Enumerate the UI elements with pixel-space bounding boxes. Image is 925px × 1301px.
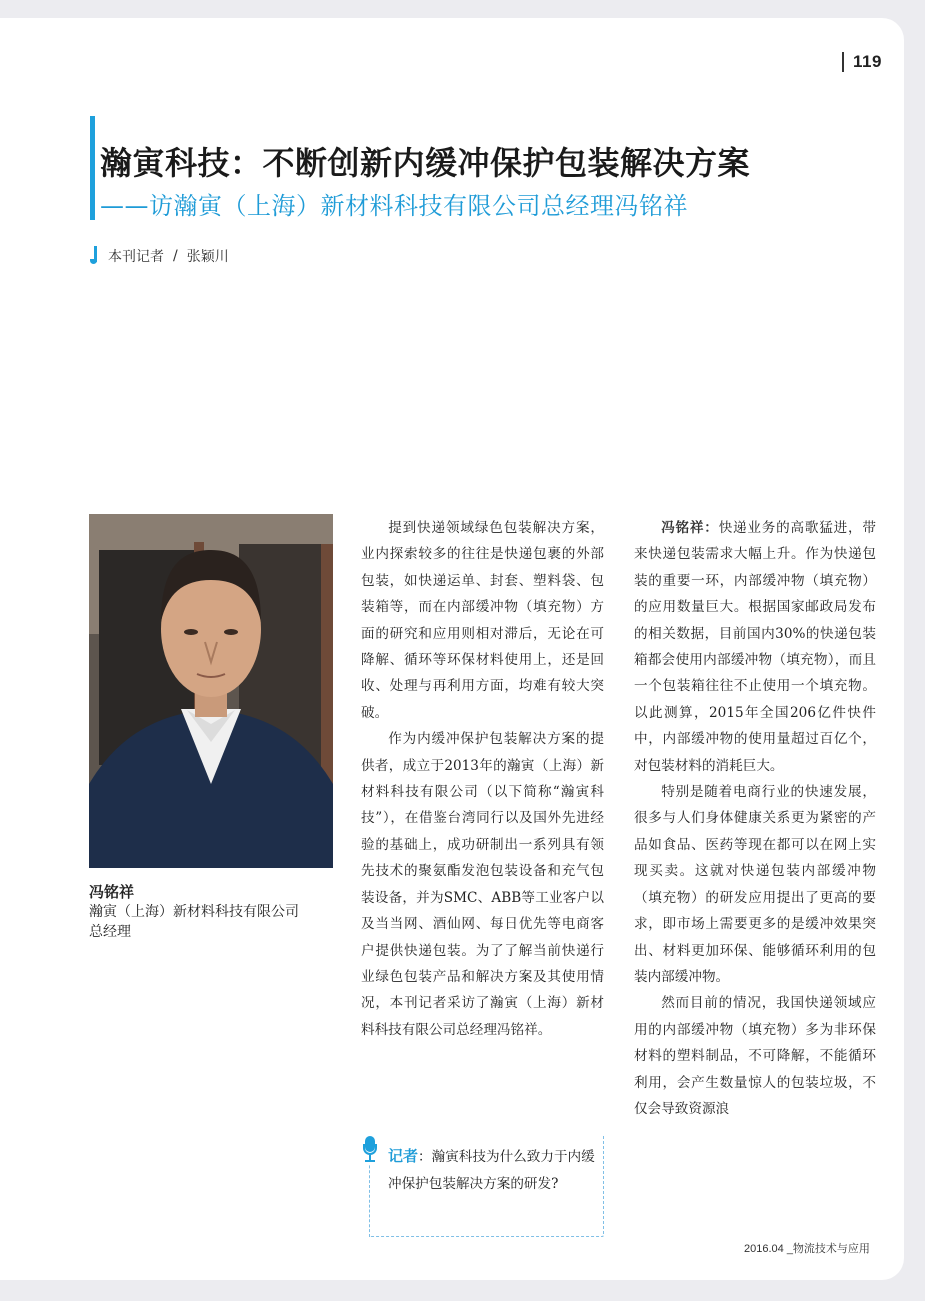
paragraph: 特别是随着电商行业的快速发展，很多与人们身体健康关系更为紧密的产品如食品、医药等现在都可以在网上实现买卖。这就对快递包装内部缓冲物（填充物）的研发应用提出了更高的要求，即市场上需要更多的是缓冲效果突出、材料更加环保、能够循环利用的包装内部缓冲物。 — [634, 784, 876, 985]
byline-separator: / — [173, 248, 178, 264]
answer-text: 快递业务的高歌猛进，带来快递包装需求大幅上升。作为快递包装的重要一环，内部缓冲物（填充物）的应用数量巨大。根据国家邮政局发布的相关数据，目前国内30%的快递包装箱都会使用内部缓冲物（填充物），而且一个包装箱往往不止使用一个填充物。以此测算，2015年全国206亿件快件中，内部缓冲物的使用量超过百亿个，对包装材料的消耗巨大。 — [634, 520, 877, 774]
question-colon: ： — [418, 1149, 432, 1165]
paragraph: 作为内缓冲保护包装解决方案的提供者，成立于2013年的瀚寅（上海）新材料科技有限公司（以下简称“瀚寅科技”），在借鉴台湾同行以及国外先进经验的基础上，成功研制出一系列具有领先技术的聚氨酯发泡包装设备和充气包装设备，并为SMC、ABB等工业客户以及当当网、酒仙网、每日优先等电商客户提供快递包装。为了了解当前快递行业绿色包装产品和解决方案及其使用情况，本刊记者采访了瀚寅（上海）新材料科技有限公司总经理冯铭祥。 — [361, 731, 604, 1038]
caption-position: 总经理 — [89, 924, 131, 940]
interview-question-box — [369, 1136, 604, 1237]
title-accent-bar — [90, 116, 95, 220]
caption-company: 瀚寅（上海）新材料科技有限公司 — [89, 904, 299, 920]
question-label: 记者 — [388, 1147, 419, 1165]
byline-author: 张颖川 — [186, 249, 229, 265]
paragraph: 提到快递领域绿色包装解决方案，业内探索较多的往往是快递包裹的外部包装，如快递运单、封套、塑料袋、包装箱等，而在内部缓冲物（填充物）方面的研究和应用则相对滞后，无论在可降解、循环等环保材料使用上，还是回收、处理与再利用方面，均难有较大突破。 — [361, 520, 604, 721]
article-subtitle: ——访瀚寅（上海）新材料科技有限公司总经理冯铭祥 — [100, 192, 688, 220]
byline-role: 本刊记者 — [108, 249, 164, 265]
portrait-illustration — [89, 514, 333, 868]
text-column-2 — [634, 515, 876, 1122]
text-column-1 — [361, 515, 604, 1043]
page-number: 119 — [842, 52, 882, 72]
page-footer: 2016.04 _物流技术与应用 — [744, 1243, 870, 1255]
question-body: 瀚寅科技为什么致力于内缓冲保护包装解决方案的研发? — [388, 1149, 595, 1192]
hook-icon — [90, 246, 100, 266]
article-title: 瀚寅科技：不断创新内缓冲保护包装解决方案 — [100, 144, 751, 182]
caption-name: 冯铭祥 — [89, 883, 135, 901]
microphone-icon — [362, 1134, 378, 1164]
question-text — [388, 1143, 596, 1198]
portrait-photo — [89, 514, 333, 868]
photo-caption — [89, 882, 339, 942]
byline — [90, 245, 229, 267]
answer-speaker: 冯铭祥： — [661, 520, 719, 536]
answer-paragraph — [634, 515, 876, 779]
magazine-page — [0, 18, 904, 1280]
paragraph: 然而目前的情况，我国快递领域应用的内部缓冲物（填充物）多为非环保材料的塑料制品，不可降解，不能循环利用，会产生数量惊人的包装垃圾，不仅会导致资源浪 — [634, 995, 876, 1117]
